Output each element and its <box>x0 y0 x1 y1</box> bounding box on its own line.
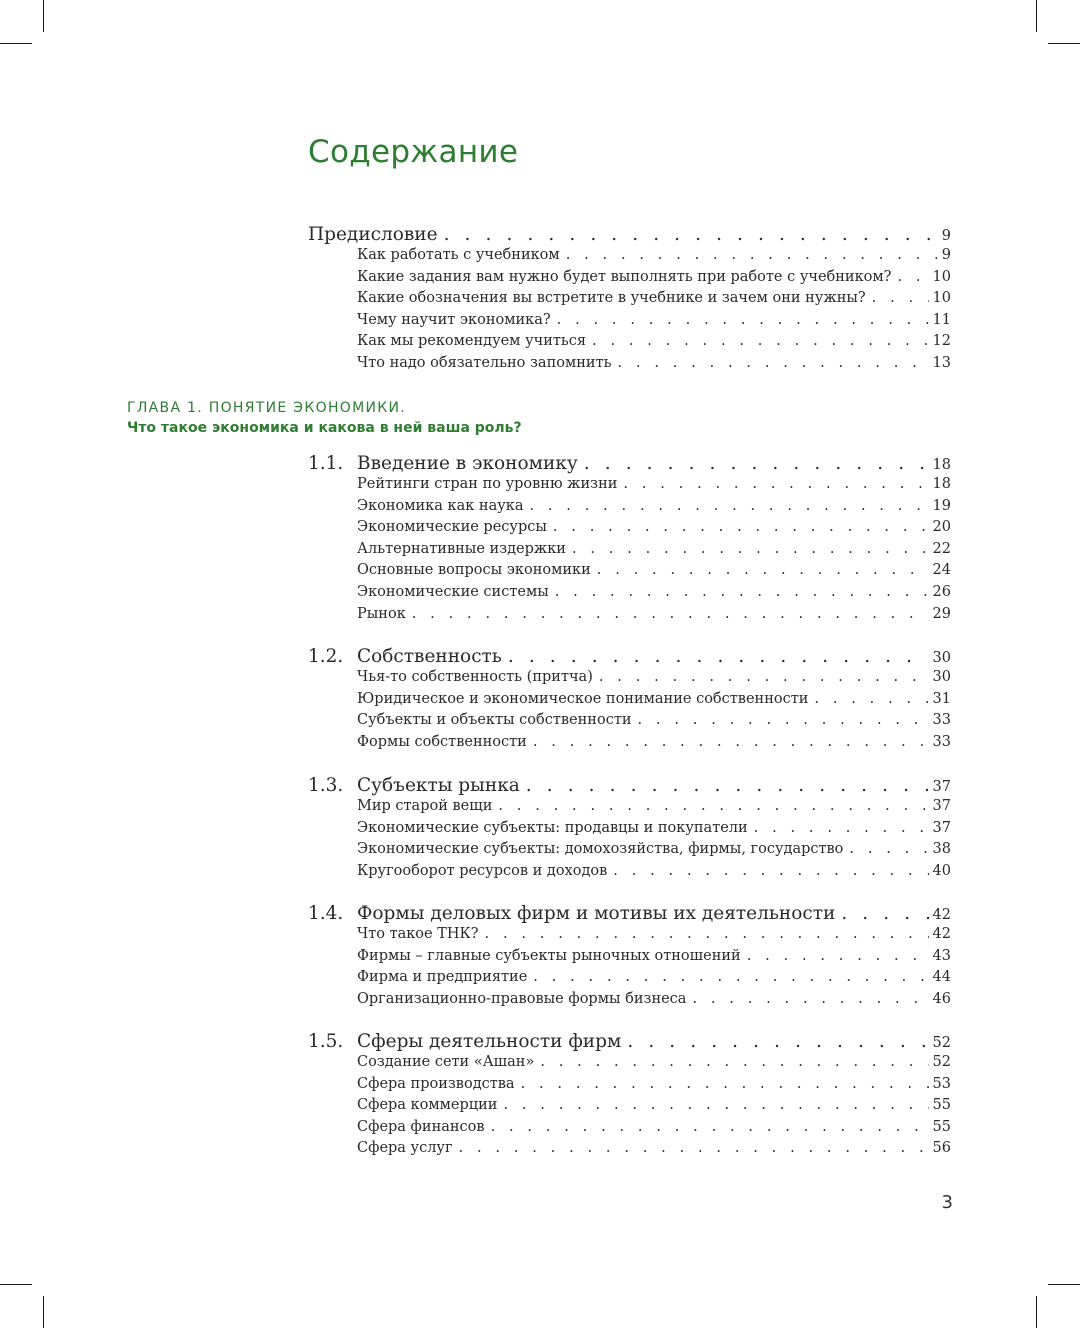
section-number: 1.1. <box>308 453 344 474</box>
chapter-subtitle: Что такое экономика и какова в ней ваша роль? <box>127 420 522 436</box>
section-number: 1.5. <box>308 1031 344 1052</box>
toc-subentry-title: Рейтинги стран по уровню жизни <box>357 476 618 492</box>
toc-subentry[interactable] <box>308 969 951 991</box>
toc-section-1-1 <box>308 453 951 627</box>
dot-leader <box>692 991 928 1007</box>
toc-subentry-title: Организационно-правовые формы бизнеса <box>357 990 687 1007</box>
dot-leader <box>597 562 929 578</box>
toc-subentry[interactable] <box>308 1119 951 1141</box>
toc-subentry-title: Экономика как наука <box>357 497 524 514</box>
section-title: Субъекты рынка <box>357 775 520 796</box>
dot-leader <box>897 269 928 285</box>
toc-subentry-title: Чья-то собственность (притча) <box>357 669 593 685</box>
toc-subentry-page: 12 <box>932 333 951 350</box>
toc-subentry-title: Сфера услуг <box>357 1140 453 1157</box>
dot-leader <box>849 841 928 857</box>
toc-subentry-page: 55 <box>932 1097 951 1114</box>
toc-section-heading <box>308 903 835 924</box>
toc-section-heading <box>308 453 578 474</box>
dot-leader <box>503 1097 928 1113</box>
toc-subentry-page: 24 <box>932 562 951 579</box>
toc-entry-page: 9 <box>941 228 951 244</box>
dot-leader <box>533 969 928 985</box>
toc-subentry-page: 10 <box>932 268 951 285</box>
toc-subentry-page: 11 <box>932 311 951 328</box>
section-number: 1.2. <box>308 646 344 667</box>
toc-subentry-title: Субъекты и объекты собственности <box>357 712 632 729</box>
chapter-heading <box>127 398 522 438</box>
toc-subentry-title: Экономические ресурсы <box>357 519 547 536</box>
toc-subentry[interactable] <box>308 863 951 885</box>
toc-subentry-title: Фирма и предприятие <box>357 969 528 986</box>
toc-section-entry[interactable] <box>308 1031 951 1054</box>
dot-leader <box>572 541 929 557</box>
dot-leader <box>754 820 929 836</box>
toc-subentry-title: Экономические системы <box>357 583 549 600</box>
crop-mark-bottom-left-v <box>43 1296 44 1328</box>
dot-leader <box>491 1119 929 1135</box>
dot-leader <box>533 734 929 750</box>
toc-subentry[interactable] <box>308 926 951 948</box>
dot-leader <box>618 355 929 371</box>
dot-leader <box>485 926 929 942</box>
crop-mark-top-left-v <box>43 0 44 32</box>
toc-section-entry[interactable] <box>308 903 951 926</box>
section-number: 1.4. <box>308 903 344 924</box>
toc-subentry[interactable] <box>308 584 951 606</box>
toc-subentry-page: 31 <box>932 690 951 707</box>
toc-subentry[interactable] <box>308 798 951 820</box>
dot-leader <box>444 224 938 245</box>
toc-entry-title: Предисловие <box>308 224 438 245</box>
crop-mark-bottom-left-h <box>0 1284 32 1285</box>
toc-section-entry[interactable] <box>308 646 951 669</box>
crop-mark-top-right-h <box>1048 43 1080 44</box>
toc-subentry[interactable] <box>308 562 951 584</box>
toc-subentry-page: 37 <box>932 819 951 836</box>
toc-subentry[interactable] <box>308 333 951 355</box>
toc-subentry[interactable] <box>308 1076 951 1098</box>
section-page: 52 <box>932 1035 951 1051</box>
toc-subentry[interactable] <box>308 247 951 269</box>
dot-leader <box>841 903 928 924</box>
toc-subentry-page: 44 <box>932 969 951 986</box>
toc-section-entry[interactable] <box>308 453 951 476</box>
dot-leader <box>526 775 929 796</box>
section-page: 42 <box>932 907 951 923</box>
dot-leader <box>584 453 929 474</box>
toc-subentry-page: 19 <box>932 497 951 514</box>
dot-leader <box>566 247 938 263</box>
toc-subentry-page: 9 <box>941 247 951 263</box>
toc-subentry-title: Экономические субъекты: домохозяйства, фирмы, государство <box>357 841 844 858</box>
toc-subentry-title: Экономические субъекты: продавцы и покупатели <box>357 819 748 836</box>
toc-subentry-page: 46 <box>932 990 951 1007</box>
toc-subentry[interactable] <box>308 712 951 734</box>
toc-subentry-page: 26 <box>932 583 951 600</box>
toc-section-1-5 <box>308 1031 951 1162</box>
crop-mark-bottom-right-h <box>1048 1284 1080 1285</box>
section-title: Введение в экономику <box>357 453 578 474</box>
dot-leader <box>498 798 928 814</box>
toc-subentry-page: 20 <box>932 519 951 536</box>
page-title: Содержание <box>308 134 519 170</box>
toc-subentry-page: 37 <box>932 798 951 814</box>
dot-leader <box>638 712 929 728</box>
dot-leader <box>459 1140 929 1156</box>
toc-subentry-page: 43 <box>932 947 951 964</box>
toc-section-1-2 <box>308 646 951 755</box>
toc-subentry[interactable] <box>308 1140 951 1162</box>
section-page: 18 <box>932 457 951 473</box>
toc-subentry[interactable] <box>308 290 951 312</box>
toc-subentry[interactable] <box>308 991 951 1013</box>
toc-subentry-title: Что надо обязательно запомнить <box>357 354 612 371</box>
toc-subentry[interactable] <box>308 498 951 520</box>
toc-subentry-title: Какие обозначения вы встретите в учебнике и зачем они нужны? <box>357 290 866 307</box>
section-number: 1.3. <box>308 775 344 796</box>
toc-subentry[interactable] <box>308 669 951 691</box>
dot-leader <box>623 476 928 492</box>
toc-subentry-page: 55 <box>932 1118 951 1135</box>
section-title: Формы деловых фирм и мотивы их деятельности <box>357 903 836 924</box>
dot-leader <box>599 669 929 685</box>
toc-subentry-title: Кругооборот ресурсов и доходов <box>357 862 608 879</box>
toc-subentry[interactable] <box>308 269 951 291</box>
toc-subentry-title: Мир старой вещи <box>357 798 493 814</box>
toc-subentry[interactable] <box>308 476 951 498</box>
toc-subentry-title: Чему научит экономика? <box>357 311 551 328</box>
toc-subentry-title: Сфера финансов <box>357 1118 485 1135</box>
toc-subentry[interactable] <box>308 1097 951 1119</box>
toc-subentry-title: Альтернативные издержки <box>357 540 566 557</box>
dot-leader <box>540 1054 928 1070</box>
section-page: 30 <box>932 650 951 666</box>
dot-leader <box>529 498 928 514</box>
toc-subentry-page: 38 <box>932 841 951 858</box>
toc-subentry-page: 40 <box>932 862 951 879</box>
toc-subentry-title: Сфера коммерции <box>357 1097 498 1114</box>
dot-leader <box>508 646 929 667</box>
toc-subentry-page: 29 <box>932 605 951 622</box>
toc-section-heading <box>308 775 520 796</box>
toc-subentry-page: 30 <box>932 669 951 685</box>
dot-leader <box>872 290 929 306</box>
dot-leader <box>521 1076 929 1092</box>
toc-subentry-page: 18 <box>932 476 951 492</box>
toc-subentry-page: 13 <box>932 354 951 371</box>
toc-subentry[interactable] <box>308 355 951 377</box>
toc-subentry[interactable] <box>308 841 951 863</box>
dot-leader <box>553 519 929 535</box>
toc-section-heading <box>308 646 502 667</box>
toc-subentry-title: Юридическое и экономическое понимание собственности <box>357 690 809 707</box>
dot-leader <box>747 948 929 964</box>
dot-leader <box>555 584 929 600</box>
toc-subentry-title: Фирмы – главные субъекты рыночных отношений <box>357 947 741 964</box>
toc-subentry-page: 56 <box>932 1140 951 1157</box>
dot-leader <box>613 863 928 879</box>
toc-subentry[interactable] <box>308 541 951 563</box>
toc-subentry-page: 42 <box>932 926 951 942</box>
dot-leader <box>814 691 928 707</box>
toc-subentry[interactable] <box>308 734 951 756</box>
dot-leader <box>412 606 929 622</box>
toc-subentry-page: 53 <box>932 1075 951 1092</box>
crop-mark-top-right-v <box>1036 0 1037 32</box>
toc-preface <box>308 224 951 377</box>
toc-subentry-page: 52 <box>932 1054 951 1070</box>
toc-section-1-4 <box>308 903 951 1012</box>
toc-subentry-page: 10 <box>932 290 951 307</box>
toc-subentry-title: Создание сети «Ашан» <box>357 1054 535 1070</box>
section-page: 37 <box>932 779 951 795</box>
toc-subentry[interactable] <box>308 606 951 628</box>
crop-mark-bottom-right-v <box>1036 1296 1037 1328</box>
toc-subentry-title: Основные вопросы экономики <box>357 562 591 579</box>
toc-section-1-3 <box>308 775 951 884</box>
dot-leader <box>592 333 929 349</box>
dot-leader <box>627 1031 928 1052</box>
section-title: Собственность <box>357 646 502 667</box>
toc-subentry-page: 33 <box>932 733 951 750</box>
toc-section-heading <box>308 1031 621 1052</box>
toc-subentry-title: Какие задания вам нужно будет выполнять при работе с учебником? <box>357 268 892 285</box>
toc-subentry-title: Сфера производства <box>357 1075 515 1092</box>
toc-subentry-title: Рынок <box>357 605 406 622</box>
toc-subentry[interactable] <box>308 519 951 541</box>
toc-section-entry[interactable] <box>308 775 951 798</box>
dot-leader <box>557 312 929 328</box>
toc-subentry-title: Что такое ТНК? <box>357 926 479 942</box>
section-title: Сферы деятельности фирм <box>357 1031 622 1052</box>
crop-mark-top-left-h <box>0 43 32 44</box>
page-number: 3 <box>941 1192 953 1213</box>
toc-subentry[interactable] <box>308 312 951 334</box>
toc-entry-preface[interactable] <box>308 224 951 247</box>
toc-subentry-page: 33 <box>932 712 951 729</box>
chapter-label: ГЛАВА 1. ПОНЯТИЕ ЭКОНОМИКИ. <box>127 400 406 416</box>
toc-subentry[interactable] <box>308 691 951 713</box>
toc-subentry[interactable] <box>308 1054 951 1076</box>
toc-subentry-title: Формы собственности <box>357 733 527 750</box>
toc-subentry-page: 22 <box>932 540 951 557</box>
toc-subentry[interactable] <box>308 820 951 842</box>
toc-subentry[interactable] <box>308 948 951 970</box>
toc-subentry-title: Как мы рекомендуем учиться <box>357 333 587 350</box>
toc-subentry-title: Как работать с учебником <box>357 247 560 263</box>
